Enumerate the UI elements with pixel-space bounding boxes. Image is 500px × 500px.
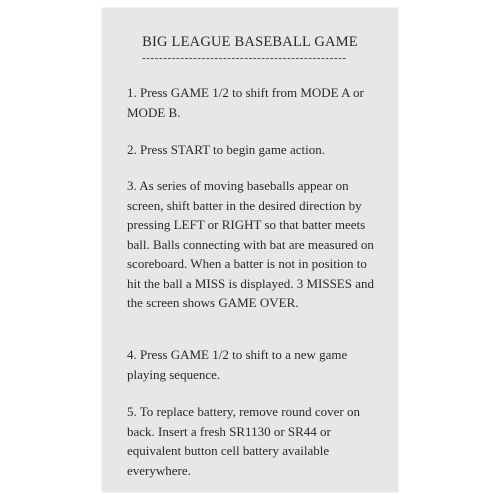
card-title: BIG LEAGUE BASEBALL GAME [142,34,358,50]
instruction-card [102,8,398,492]
instruction-step-4: 4. Press GAME 1/2 to shift to a new game playing sequence. [127,347,348,382]
instruction-step-5: 5. To replace battery, remove round cover on back. Insert a fresh SR1130 or SR44 or equivalent button cell battery available everywhere. [127,404,360,478]
instruction-step-2: 2. Press START to begin game action. [127,142,325,157]
instruction-step-3: 3. As series of moving baseballs appear on screen, shift batter in the desired direction by pressing LEFT or RIGHT so that batter meets ball. Balls connecting with bat are measured on scoreboard. When a batter is not in position to hit the ball a MISS is displayed. 3 MISSES and the screen shows GAME OVER. [127,178,374,310]
title-underline: ------------------------------------------------ [142,52,347,64]
instruction-step-1: 1. Press GAME 1/2 to shift from MODE A or MODE B. [127,85,364,120]
